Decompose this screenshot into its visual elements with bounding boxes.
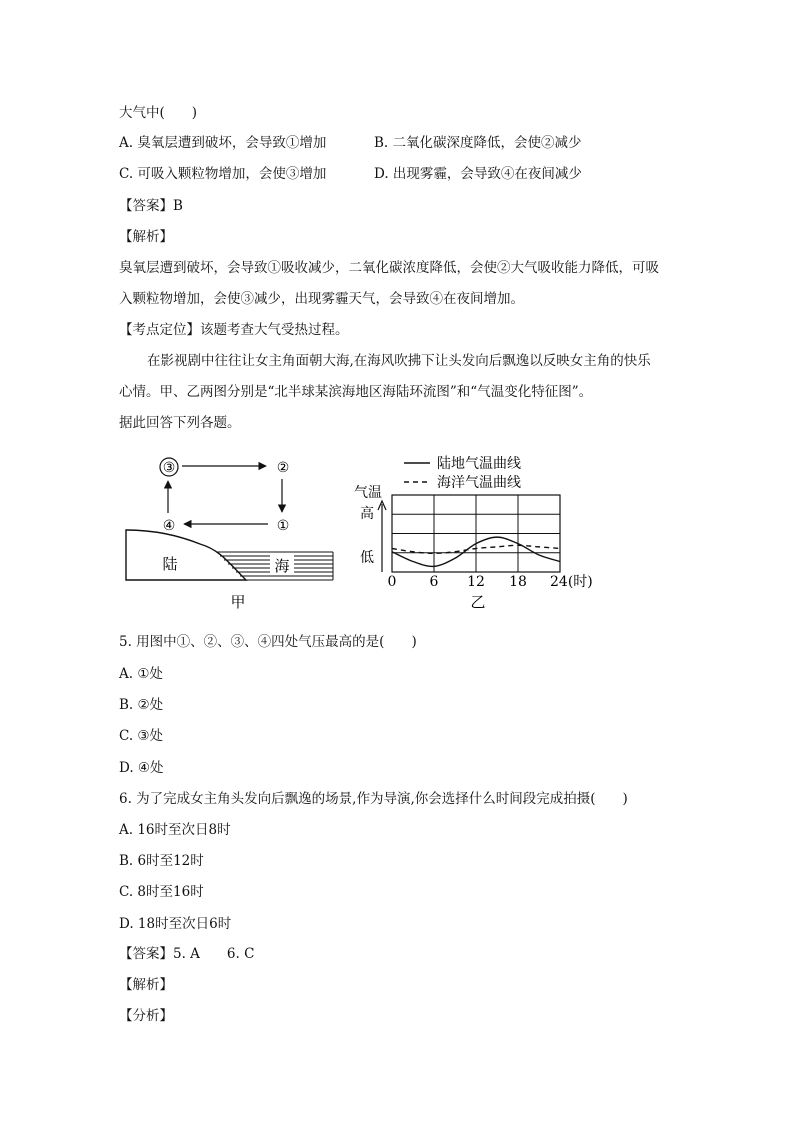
legend-land-label: 陆地气温曲线 — [437, 456, 521, 472]
point-1-label: ① — [276, 518, 290, 534]
fenxi-label: 【分析】 — [119, 1008, 173, 1024]
intro-line-1: 在影视剧中往往让女主角面朝大海,在海风吹拂下让头发向后飘逸以反映女主角的快乐 — [147, 353, 651, 369]
q-prev-analysis-line-1: 臭氧层遭到破坏，会导致①吸收减少，二氧化碳浓度降低，会使②大气吸收能力降低，可吸 — [119, 260, 659, 276]
q-prev-kaodian: 【考点定位】该题考查大气受热过程。 — [119, 322, 349, 338]
point-3-label: ③ — [162, 460, 176, 476]
answer-2: 【答案】5. A 6. C — [119, 946, 255, 962]
q-prev-analysis-line-2: 入颗粒物增加，会使③减少，出现雾霾天气，会导致④在夜间增加。 — [119, 291, 524, 307]
q5-option-a[interactable]: A. ①处 — [119, 666, 163, 682]
q-prev-analysis-label: 【解析】 — [119, 229, 173, 245]
point-2-label: ② — [276, 460, 290, 476]
x-tick-18: 18 — [509, 574, 527, 590]
y-axis-label: 气温 — [354, 485, 382, 501]
figure-yi-chart — [350, 452, 620, 614]
y-low-label: 低 — [360, 550, 374, 566]
q-prev-option-a: A. 臭氧层遭到破坏，会导致①增加 — [119, 135, 327, 151]
sea-label: 海 — [274, 557, 290, 575]
x-tick-0: 0 — [387, 574, 397, 590]
point-4-label: ④ — [162, 518, 176, 534]
q-prev-answer: 【答案】B — [119, 198, 183, 214]
figure-jia-caption: 甲 — [230, 593, 246, 611]
intro-line-3: 据此回答下列各题。 — [119, 415, 241, 431]
q6-option-d[interactable]: D. 18时至次日6时 — [119, 916, 232, 932]
q6-option-c[interactable]: C. 8时至16时 — [119, 884, 204, 900]
land-shape — [126, 530, 246, 580]
figure-jia — [120, 452, 340, 614]
x-tick-6: 6 — [429, 574, 439, 590]
q6-stem: 6. 为了完成女主角头发向后飘逸的场景,作为导演,你会选择什么时间段完成拍摄( ) — [119, 791, 628, 807]
figure-yi-caption: 乙 — [470, 593, 486, 611]
q-prev-option-c: C. 可吸入颗粒物增加，会使③增加 — [119, 166, 327, 182]
q6-option-a[interactable]: A. 16时至次日8时 — [119, 822, 231, 838]
intro-line-2: 心情。甲、乙两图分别是“北半球某滨海地区海陆环流图”和“气温变化特征图”。 — [119, 384, 593, 400]
q-prev-stem-tail: 大气中( ) — [119, 105, 198, 121]
q6-option-b[interactable]: B. 6时至12时 — [119, 853, 204, 869]
land-label: 陆 — [162, 555, 178, 573]
q5-option-c[interactable]: C. ③处 — [119, 728, 164, 744]
y-high-label: 高 — [360, 506, 374, 522]
grid — [392, 495, 560, 572]
x-tick-labels — [388, 574, 593, 590]
q-prev-option-b: B. 二氧化碳深度降低，会使②减少 — [374, 135, 582, 151]
q-prev-option-d: D. 出现雾霾，会导致④在夜间减少 — [374, 166, 582, 182]
legend-sea-label: 海洋气温曲线 — [437, 475, 521, 491]
q5-option-b[interactable]: B. ②处 — [119, 697, 164, 713]
x-tick-24: 24(时) — [550, 574, 593, 590]
q5-option-d[interactable]: D. ④处 — [119, 760, 164, 776]
analysis-2-label: 【解析】 — [119, 977, 173, 993]
q5-stem: 5. 用图中①、②、③、④四处气压最高的是( ) — [119, 634, 417, 650]
x-tick-12: 12 — [467, 574, 485, 590]
